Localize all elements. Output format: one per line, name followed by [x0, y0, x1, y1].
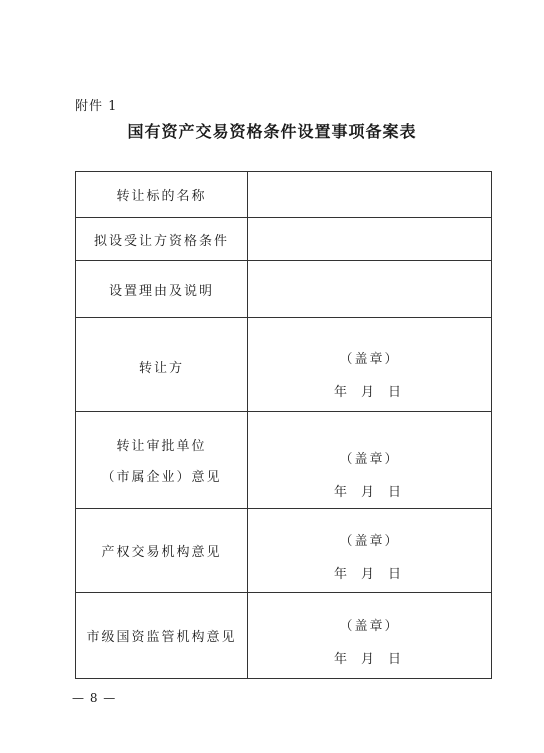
filing-form-table [75, 171, 492, 679]
stamp-text: （盖章） [339, 351, 400, 367]
table-row-reasons [76, 261, 492, 318]
table-row-approval-unit [76, 412, 492, 509]
row-value [248, 261, 492, 318]
row-label: 转让标的名称 [76, 172, 248, 218]
row-stamp-cell [248, 509, 492, 593]
table-row-qualification-conditions [76, 218, 492, 261]
row-value [248, 172, 492, 218]
table-row-transferor [76, 318, 492, 412]
row-label-line1: 转让审批单位 [116, 439, 207, 454]
table-row-exchange-institution [76, 509, 492, 593]
page-number: — 8 — [72, 691, 117, 705]
row-label-line2: （市属企业）意见 [101, 470, 222, 485]
date-text: 年月日 [333, 384, 415, 400]
stamp-text: （盖章） [339, 618, 400, 634]
date-text: 年月日 [333, 651, 415, 667]
attachment-label: 附件 1 [75, 99, 118, 114]
date-text: 年月日 [333, 566, 415, 582]
date-text: 年月日 [333, 485, 415, 500]
row-value [248, 218, 492, 261]
row-label: 市级国资监管机构意见 [76, 593, 248, 679]
row-label-text: 转让方 [138, 361, 184, 376]
row-stamp-cell [248, 318, 492, 412]
table-row-transfer-subject-name [76, 172, 492, 218]
row-label: 产权交易机构意见 [76, 509, 248, 593]
row-label: 设置理由及说明 [76, 261, 248, 318]
stamp-text: （盖章） [339, 533, 400, 549]
row-stamp-cell [248, 593, 492, 679]
row-label [76, 318, 248, 412]
row-label [76, 412, 248, 509]
stamp-text: （盖章） [339, 452, 400, 467]
row-stamp-cell [248, 412, 492, 509]
row-label: 拟设受让方资格条件 [76, 218, 248, 261]
table-row-state-asset-regulator [76, 593, 492, 679]
form-title: 国有资产交易资格条件设置事项备案表 [127, 122, 417, 141]
